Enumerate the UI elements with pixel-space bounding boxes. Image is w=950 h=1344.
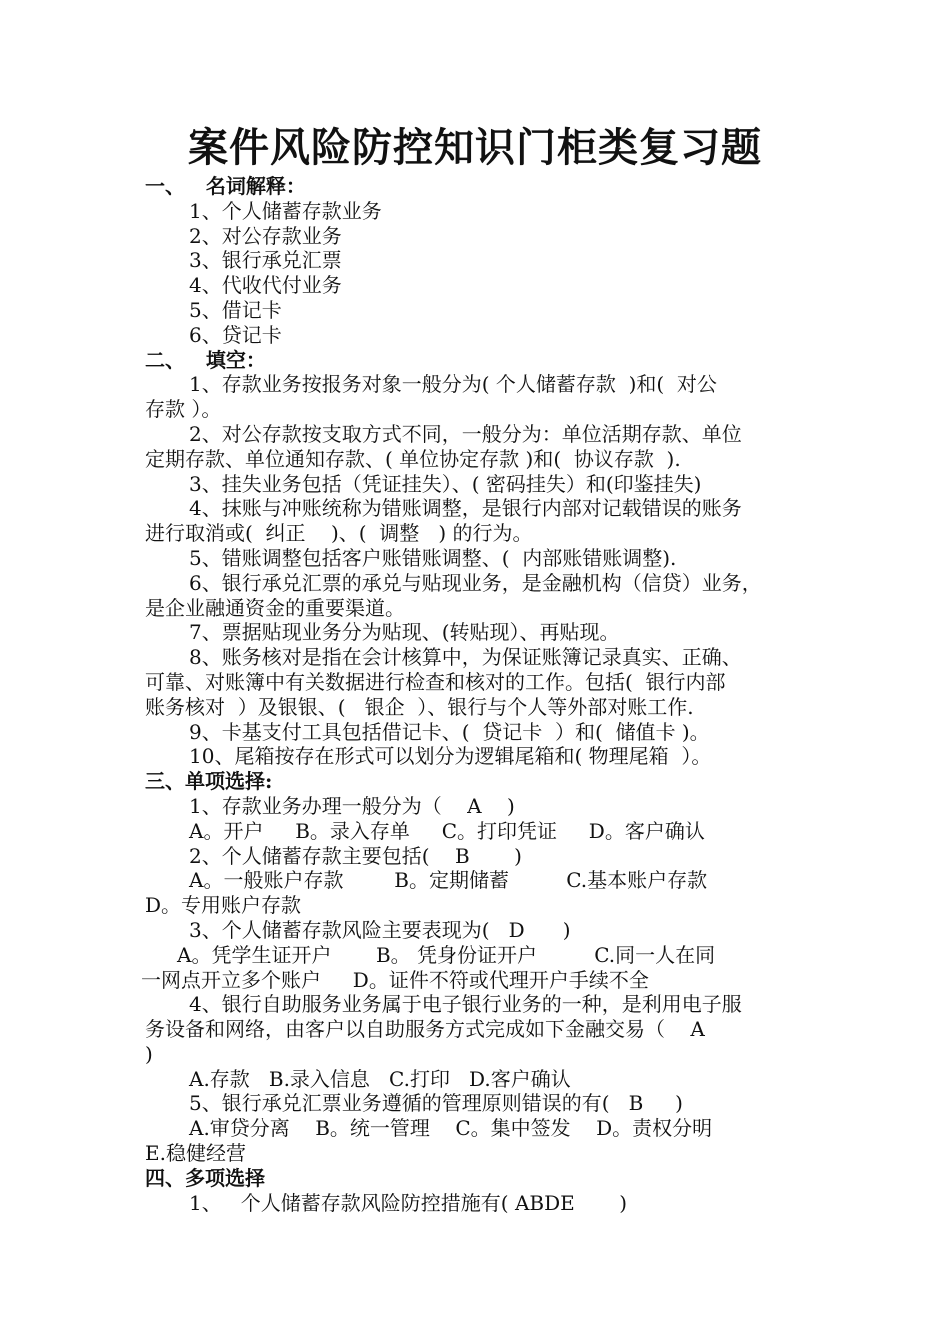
text-line: 10、尾箱按存在形式可以划分为逻辑尾箱和( 物理尾箱 ）。 (189, 744, 712, 769)
text-line: 2、对公存款按支取方式不同，一般分为：单位活期存款、单位 (189, 421, 742, 446)
section-heading: 二、 填空： (145, 347, 266, 372)
text-line: 务设备和网络，由客户以自助服务方式完成如下金融交易（ A (145, 1017, 705, 1042)
text-line: 一网点开立多个账户 D。证件不符或代理开户手续不全 (141, 967, 649, 992)
text-line: 5、错账调整包括客户账错账调整、( 内部账错账调整). (189, 545, 677, 570)
text-line: 1、个人储蓄存款业务 (189, 198, 382, 223)
text-line: 1、 个人储蓄存款风险防控措施有( ABDE ) (189, 1190, 628, 1215)
text-line: A.审贷分离 B。统一管理 C。集中签发 D。责权分明 (189, 1116, 713, 1141)
document-body (141, 174, 815, 1215)
text-line: 6、贷记卡 (189, 322, 282, 347)
text-line: 可靠、对账簿中有关数据进行检查和核对的工作。包括( 银行内部 (145, 669, 726, 694)
text-line: 1、存款业务办理一般分为（ A ) (189, 793, 515, 818)
text-line: 定期存款、单位通知存款、( 单位协定存款 )和( 协议存款 ). (145, 446, 681, 471)
text-line: 存款 ）。 (145, 397, 222, 422)
text-line: 5、借记卡 (189, 297, 282, 322)
text-line: A。一般账户存款 B。定期储蓄 C.基本账户存款 (189, 868, 708, 893)
text-line: 2、个人储蓄存款主要包括( B ) (189, 843, 522, 868)
text-line: 4、抹账与冲账统称为错账调整，是银行内部对记载错误的账务 (189, 496, 742, 521)
text-line: 4、代收代付业务 (189, 273, 342, 298)
document-title: 案件风险防控知识门柜类复习题 (188, 124, 762, 171)
text-line: 6、银行承兑汇票的承兑与贴现业务，是金融机构（信贷）业务， (189, 570, 762, 595)
text-line: A。凭学生证开户 B。 凭身份证开户 C.同一人在同 (177, 942, 716, 967)
text-line: 账务核对 ）及银银、( 银企 ）、银行与个人等外部对账工作. (145, 694, 694, 719)
text-line: ) (145, 1041, 153, 1066)
text-line: 是企业融通资金的重要渠道。 (145, 595, 405, 620)
text-line: 9、卡基支付工具包括借记卡、( 贷记卡 ）和( 储值卡 )。 (189, 719, 710, 744)
text-line: 1、存款业务按报务对象一般分为( 个人储蓄存款 )和( 对公 (189, 372, 717, 397)
text-line: 3、银行承兑汇票 (189, 248, 342, 273)
section-heading: 四、多项选择 (145, 1165, 265, 1190)
section-heading: 一、 名词解释： (145, 174, 306, 198)
text-line: 5、银行承兑汇票业务遵循的管理原则错误的有( B ) (189, 1091, 683, 1116)
section-heading: 三、单项选择: (145, 769, 273, 794)
text-line: 3、挂失业务包括（凭证挂失）、( 密码挂失）和(印鉴挂失) (189, 471, 702, 496)
text-line: 8、账务核对是指在会计核算中，为保证账簿记录真实、正确、 (189, 645, 742, 670)
text-line: A.存款 B.录入信息 C.打印 D.客户确认 (189, 1066, 571, 1091)
text-line: 7、票据贴现业务分为贴现、(转贴现）、再贴现。 (189, 620, 620, 645)
text-line: E.稳健经营 (145, 1141, 246, 1166)
text-line: 2、对公存款业务 (189, 223, 342, 248)
text-line: D。专用账户存款 (145, 893, 302, 918)
text-line: 4、银行自助服务业务属于电子银行业务的一种，是利用电子服 (189, 992, 742, 1017)
text-line: A。开户 B。录入存单 C。打印凭证 D。客户确认 (189, 818, 705, 843)
text-line: 3、个人储蓄存款风险主要表现为( D ) (189, 917, 571, 942)
text-line: 进行取消或( 纠正 )、( 调整 ) 的行为。 (145, 521, 533, 546)
